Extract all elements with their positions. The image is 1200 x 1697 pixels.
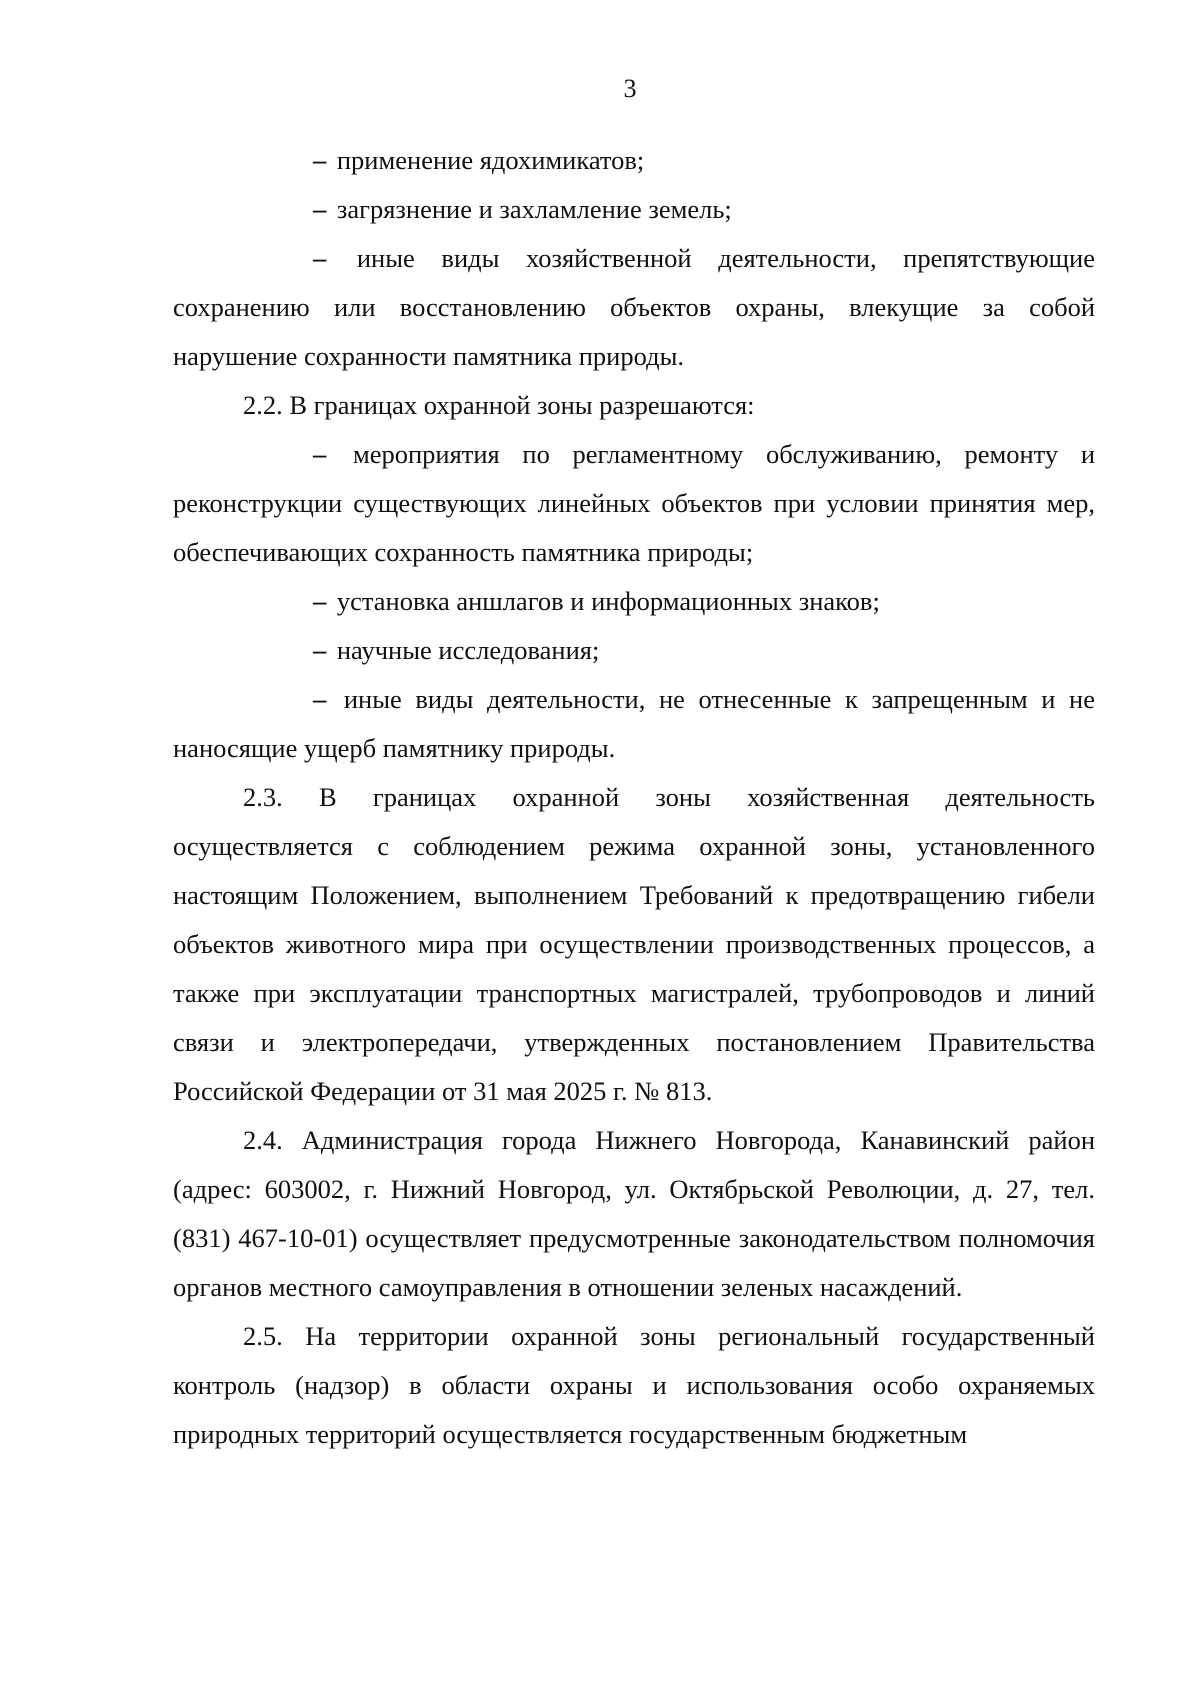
paragraph-text: загрязнение и захламление земель; bbox=[336, 194, 732, 224]
list-item bbox=[173, 136, 1095, 185]
paragraph-text: 2.2. В границах охранной зоны разрешаются: bbox=[243, 390, 755, 420]
dash-bullet: – bbox=[313, 586, 327, 616]
list-item bbox=[173, 675, 1095, 773]
section-paragraph bbox=[173, 1312, 1095, 1459]
paragraph-text: 2.3. В границах охранной зоны хозяйственная деятельность осуществляется с соблюдением режима охранной зоны, установленного настоящим Положением, выполнением Требований к предотвращению гибели объектов животного мира при осуществлении производственных процессов, а также при эксплуатации транспортных магистралей, трубопроводов и линий связи и электропередачи, утвержденных постановлением Правительства Российской Федерации от 31 мая 2025 г. № 813. bbox=[173, 782, 1095, 1106]
dash-bullet: – bbox=[313, 684, 327, 714]
paragraph-text: мероприятия по регламентному обслуживанию, ремонту и реконструкции существующих линейных объектов при условии принятия мер, обеспечивающих сохранность памятника природы; bbox=[173, 439, 1095, 567]
paragraph-text: применение ядохимикатов; bbox=[336, 145, 645, 175]
list-item bbox=[173, 626, 1095, 675]
dash-bullet: – bbox=[313, 243, 327, 273]
dash-bullet: – bbox=[313, 439, 327, 469]
list-item bbox=[173, 577, 1095, 626]
list-item bbox=[173, 430, 1095, 577]
dash-bullet: – bbox=[313, 145, 327, 175]
list-item bbox=[173, 234, 1095, 381]
section-paragraph bbox=[173, 1116, 1095, 1312]
paragraph-text: иные виды деятельности, не отнесенные к запрещенным и не наносящие ущерб памятнику природы. bbox=[173, 684, 1096, 763]
paragraph-text: 2.4. Администрация города Нижнего Новгорода, Канавинский район (адрес: 603002, г. Нижний Новгород, ул. Октябрьской Революции, д. 27, тел. (831) 467-10-01) осуществляет предусмотренные законодательством полномочия органов местного самоуправления в отношении зеленых насаждений. bbox=[173, 1125, 1095, 1302]
section-paragraph bbox=[173, 773, 1095, 1116]
paragraph-text: 2.5. На территории охранной зоны региональный государственный контроль (надзор) в области охраны и использования особо охраняемых природных территорий осуществляется государственным бюджетным bbox=[173, 1321, 1095, 1449]
page-number: 3 bbox=[623, 74, 637, 103]
paragraph-text: иные виды хозяйственной деятельности, препятствующие сохранению или восстановлению объектов охраны, влекущие за собой нарушение сохранности памятника природы. bbox=[173, 243, 1096, 371]
section-paragraph bbox=[173, 381, 1095, 430]
document-body bbox=[173, 136, 1095, 1459]
paragraph-text: установка аншлагов и информационных знаков; bbox=[336, 586, 880, 616]
list-item bbox=[173, 185, 1095, 234]
paragraph-text: научные исследования; bbox=[336, 635, 600, 665]
dash-bullet: – bbox=[313, 635, 327, 665]
dash-bullet: – bbox=[313, 194, 327, 224]
